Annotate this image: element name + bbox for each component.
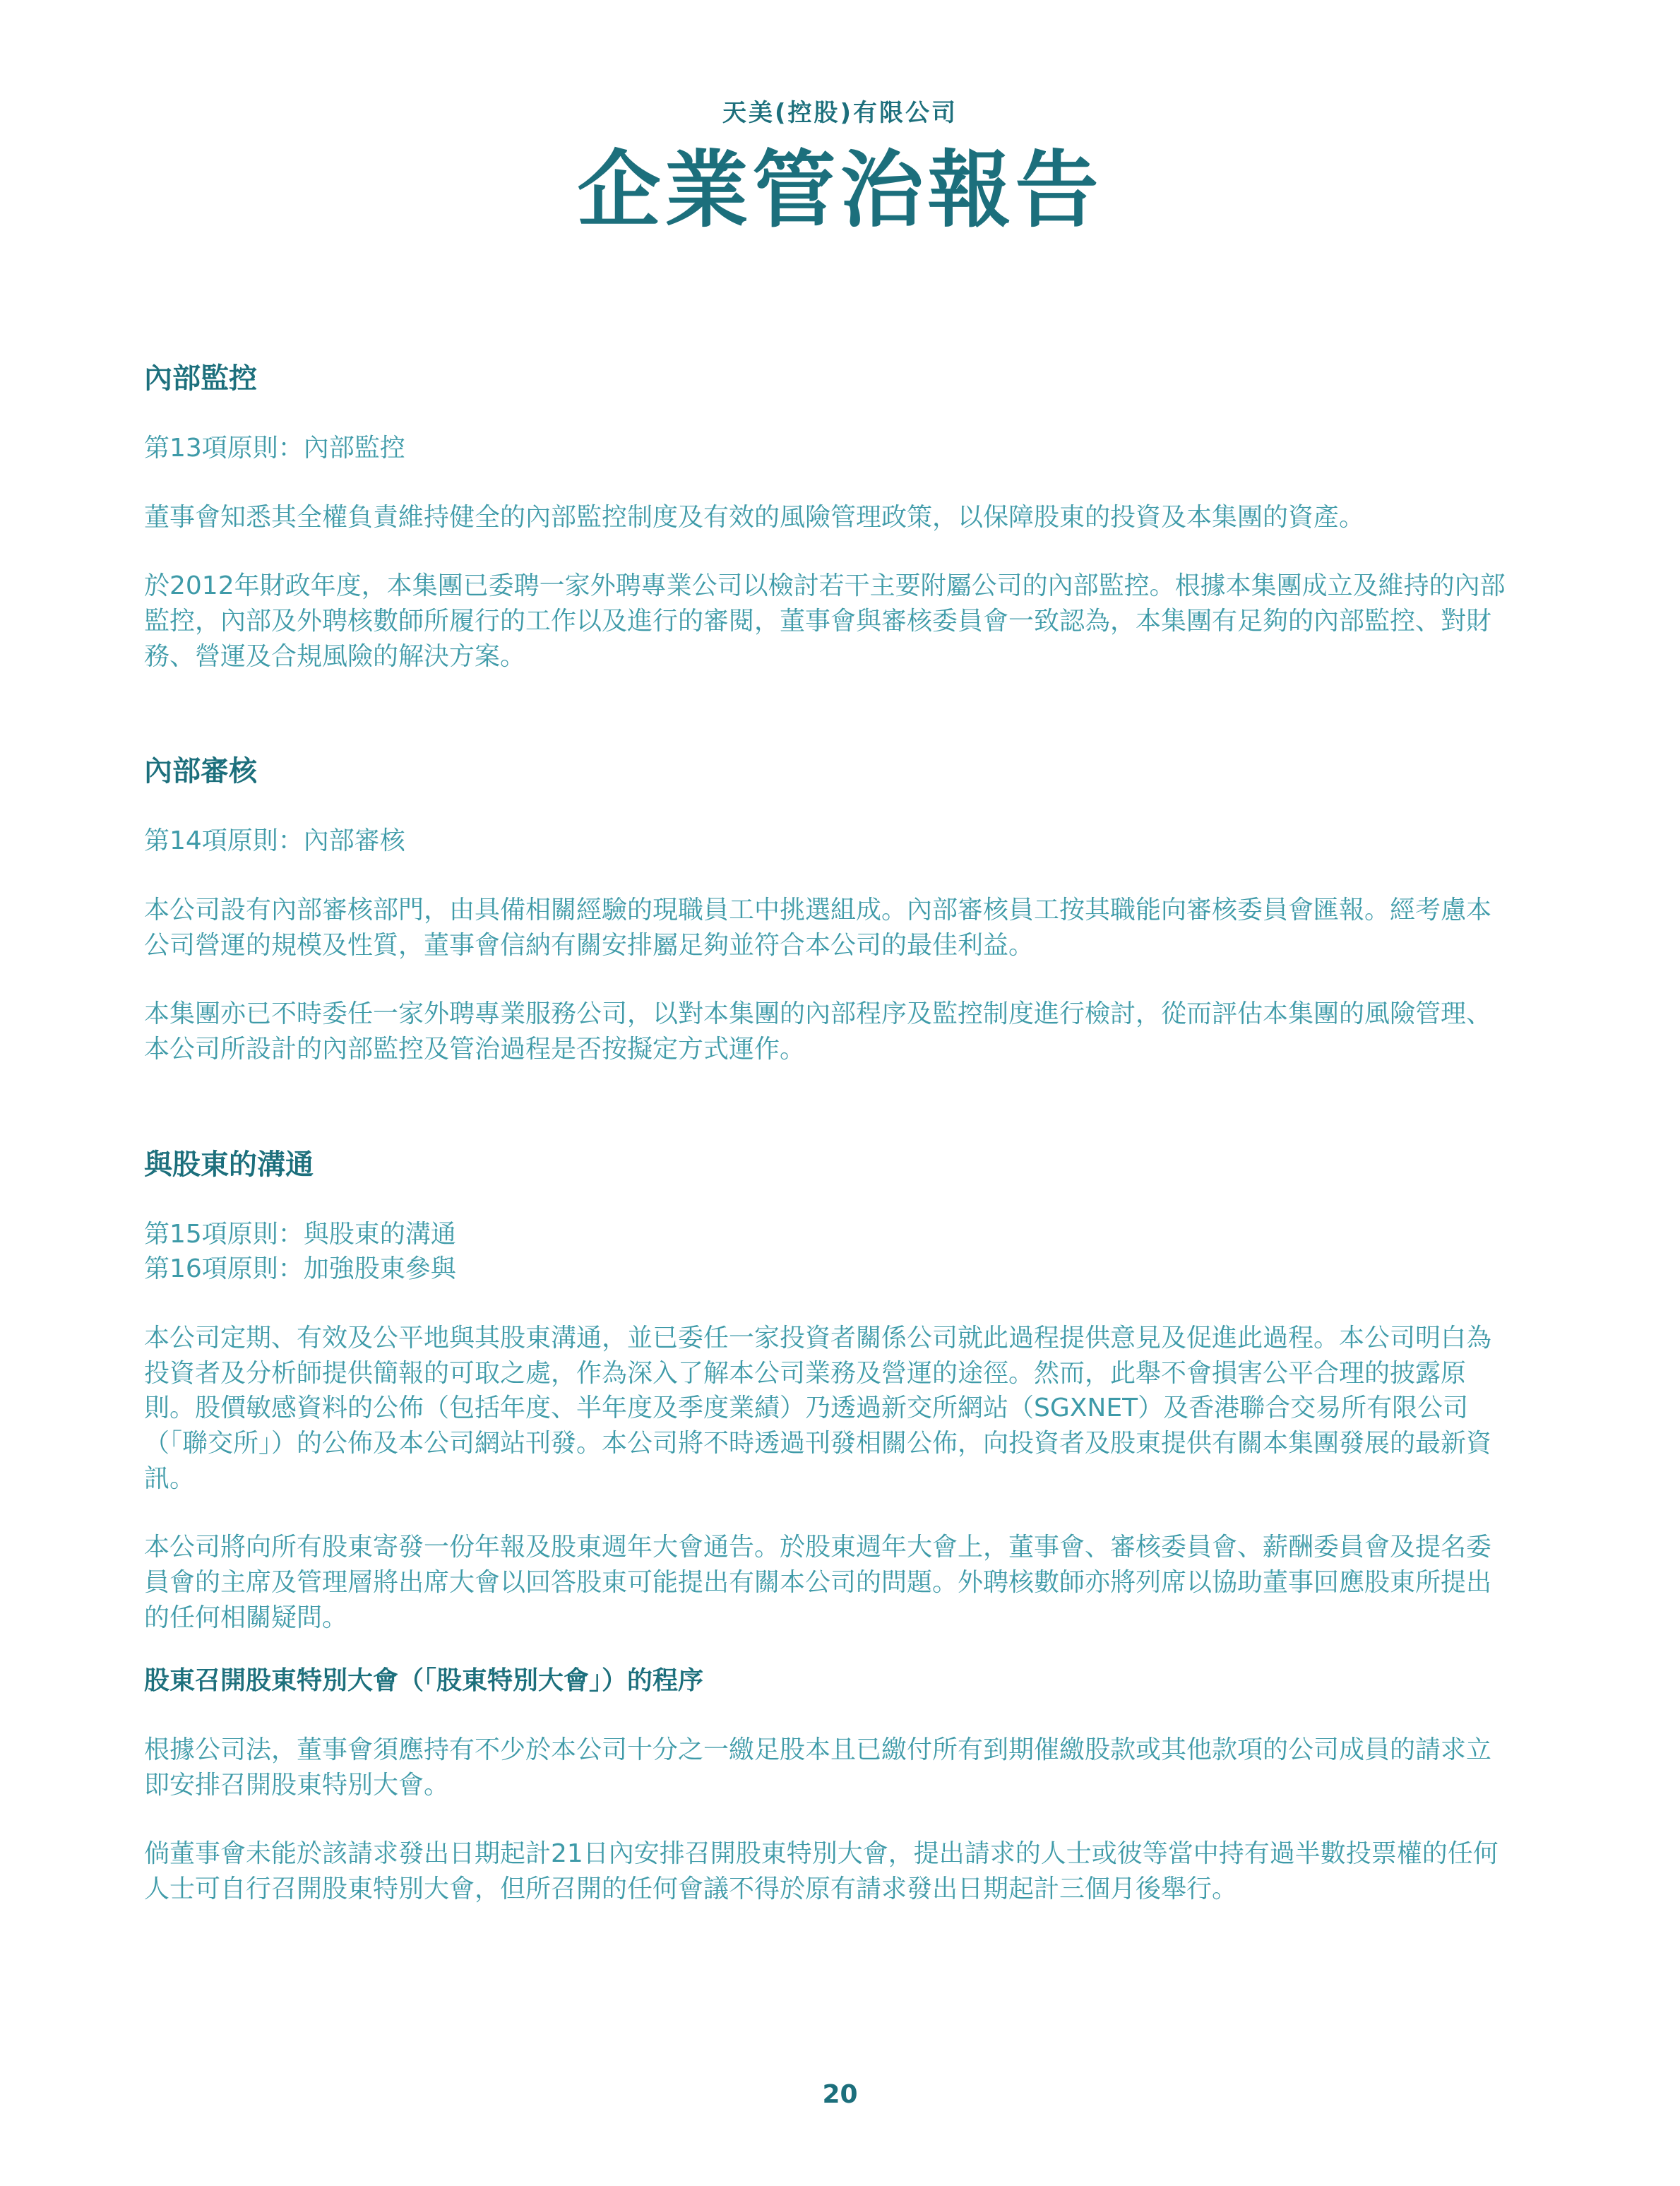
principle-14: 第14項原則：內部審核: [144, 826, 405, 856]
page-number: 20: [822, 2080, 858, 2109]
principle-15: 第15項原則：與股東的溝通: [144, 1219, 456, 1249]
paragraph: 本公司設有內部審核部門，由具備相關經驗的現職員工中挑選組成。內部審核員工按其職能向審核委員會匯報。經考慮本公司營運的規模及性質，董事會信納有關安排屬足夠並符合本公司的最佳利益。: [144, 896, 1492, 960]
report-body: [144, 360, 1507, 1907]
paragraph: 倘董事會未能於該請求發出日期起計21日內安排召開股東特別大會，提出請求的人士或彼等當中持有過半數投票權的任何人士可自行召開股東特別大會，但所召開的任何會議不得於原有請求發出日期起計三個月後舉行。: [144, 1839, 1499, 1904]
paragraph: 根據公司法，董事會須應持有不少於本公司十分之一繳足股本且已繳付所有到期催繳股款或其他款項的公司成員的請求立即安排召開股東特別大會。: [144, 1735, 1492, 1800]
company-name: 天美(控股)有限公司: [722, 99, 958, 127]
section-heading-shareholder-communication: 與股東的溝通: [144, 1148, 314, 1181]
paragraph: 本公司定期、有效及公平地與其股東溝通，並已委任一家投資者關係公司就此過程提供意見及促進此過程。本公司明白為投資者及分析師提供簡報的可取之處，作為深入了解本公司業務及營運的途徑。然而，此舉不會損害公平合理的披露原則。股價敏感資料的公佈（包括年度、半年度及季度業績）乃透過新交所網站（SGXNET）及香港聯合交易所有限公司（「聯交所」）的公佈及本公司網站刊發。本公司將不時透過刊發相關公佈，向投資者及股東提供有關本集團發展的最新資訊。: [144, 1324, 1492, 1493]
paragraph: 本公司將向所有股東寄發一份年報及股東週年大會通告。於股東週年大會上，董事會、審核委員會、薪酬委員會及提名委員會的主席及管理層將出席大會以回答股東可能提出有關本公司的問題。外聘核數師亦將列席以協助董事回應股東所提出的任何相關疑問。: [144, 1533, 1492, 1632]
paragraph: 董事會知悉其全權負責維持健全的內部監控制度及有效的風險管理政策，以保障股東的投資及本集團的資產。: [144, 502, 1365, 532]
paragraph: 於2012年財政年度，本集團已委聘一家外聘專業公司以檢討若干主要附屬公司的內部監控。根據本集團成立及維持的內部監控，內部及外聘核數師所履行的工作以及進行的審閱，董事會與審核委員會一致認為，本集團有足夠的內部監控、對財務、營運及合規風險的解決方案。: [144, 571, 1506, 671]
subheading-egm-procedure: 股東召開股東特別大會（「股東特別大會」）的程序: [144, 1666, 704, 1696]
principle-16: 第16項原則：加強股東參與: [144, 1254, 456, 1284]
page-title: 企業管治報告: [577, 141, 1103, 239]
section-heading-internal-audit: 內部審核: [144, 755, 257, 788]
principle-13: 第13項原則：內部監控: [144, 434, 405, 463]
section-heading-internal-controls: 內部監控: [144, 362, 257, 395]
paragraph: 本集團亦已不時委任一家外聘專業服務公司，以對本集團的內部程序及監控制度進行檢討，從而評估本集團的風險管理、本公司所設計的內部監控及管治過程是否按擬定方式運作。: [144, 999, 1492, 1064]
